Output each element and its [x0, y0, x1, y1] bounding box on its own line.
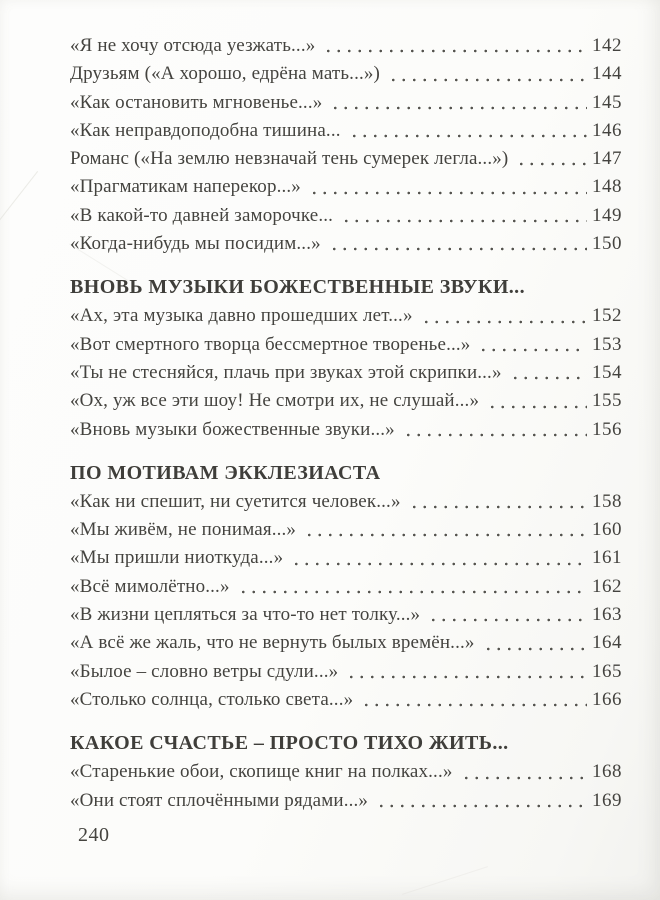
entry-title: «Мы пришли ниоткуда...»	[70, 547, 284, 569]
toc-entry	[70, 601, 622, 629]
dot-leader	[306, 173, 587, 201]
dot-leader	[418, 302, 587, 330]
entry-page-number: 146	[592, 119, 622, 141]
entry-title: «Прагматикам наперекор...»	[70, 176, 301, 198]
toc-entry	[70, 573, 622, 601]
dot-leader	[480, 629, 587, 657]
toc-entry	[70, 544, 622, 572]
entry-title: Друзьям («А хорошо, едрёна мать...»)	[70, 63, 381, 85]
entry-page-number: 169	[592, 789, 622, 811]
dot-leader	[343, 658, 587, 686]
dot-leader	[301, 516, 587, 544]
entry-title: «Ах, эта музыка давно прошедших лет...»	[70, 305, 413, 327]
entry-page-number: 152	[592, 305, 622, 327]
entry-page-number: 148	[592, 176, 622, 198]
dot-leader	[513, 145, 587, 173]
entry-page-number: 145	[592, 91, 622, 113]
entry-title: «Как остановить мгновенье...»	[70, 91, 323, 113]
toc-entry	[70, 488, 622, 516]
scan-crease	[0, 171, 38, 222]
dot-leader	[346, 117, 587, 145]
section-header: КАКОЕ СЧАСТЬЕ – ПРОСТО ТИХО ЖИТЬ...	[70, 732, 509, 755]
dot-leader	[326, 230, 587, 258]
entry-title: Романс («На землю невзначай тень сумерек легла...»)	[70, 148, 509, 170]
entry-title: «Былое – словно ветры сдули...»	[70, 660, 339, 682]
toc-section	[70, 272, 622, 443]
entry-page-number: 166	[592, 688, 622, 710]
toc-entry	[70, 89, 622, 117]
dot-leader	[425, 601, 587, 629]
toc-section	[70, 458, 622, 714]
toc-entry	[70, 787, 622, 815]
toc-entry	[70, 359, 622, 387]
entry-page-number: 144	[592, 63, 622, 85]
entry-title: «В жизни цепляться за что-то нет толку...»	[70, 604, 421, 626]
entry-title: «Старенькие обои, скопище книг на полках...»	[70, 761, 453, 783]
section-header: ПО МОТИВАМ ЭККЛЕЗИАСТА	[70, 461, 381, 484]
entry-page-number: 150	[592, 233, 622, 255]
toc-entry	[70, 145, 622, 173]
toc-entry	[70, 117, 622, 145]
toc-entry	[70, 416, 622, 444]
entry-page-number: 155	[592, 390, 622, 412]
dot-leader	[338, 202, 587, 230]
entry-page-number: 158	[592, 490, 622, 512]
entry-page-number: 161	[592, 547, 622, 569]
dot-leader	[373, 787, 587, 815]
entry-page-number: 156	[592, 418, 622, 440]
entry-page-number: 153	[592, 333, 622, 355]
toc-entry	[70, 302, 622, 330]
toc-entry	[70, 173, 622, 201]
table-of-contents	[70, 32, 622, 815]
entry-page-number: 160	[592, 519, 622, 541]
entry-page-number: 154	[592, 361, 622, 383]
scan-crease	[402, 866, 488, 895]
toc-entry	[70, 331, 622, 359]
toc-entry	[70, 516, 622, 544]
entry-page-number: 149	[592, 204, 622, 226]
dot-leader	[484, 387, 587, 415]
entry-title: «Когда-нибудь мы посидим...»	[70, 233, 321, 255]
dot-leader	[320, 32, 587, 60]
dot-leader	[327, 89, 587, 117]
entry-page-number: 164	[592, 632, 622, 654]
entry-title: «Вот смертного творца бессмертное творенье...»	[70, 333, 471, 355]
dot-leader	[458, 758, 587, 786]
entry-page-number: 165	[592, 660, 622, 682]
entry-title: «А всё же жаль, что не вернуть былых времён...»	[70, 632, 475, 654]
entry-title: «Всё мимолётно...»	[70, 575, 230, 597]
entry-title: «В какой-то давней заморочке...	[70, 204, 334, 226]
dot-leader	[288, 544, 587, 572]
entry-title: «Они стоят сплочёнными рядами...»	[70, 789, 369, 811]
toc-entry	[70, 387, 622, 415]
dot-leader	[475, 331, 587, 359]
page-number: 240	[78, 824, 110, 846]
dot-leader	[235, 573, 587, 601]
dot-leader	[400, 416, 587, 444]
entry-title: «Ты не стесняйся, плачь при звуках этой скрипки...»	[70, 361, 502, 383]
entry-title: «Ох, уж все эти шоу! Не смотри их, не слушай...»	[70, 390, 480, 412]
toc-entry	[70, 629, 622, 657]
entry-title: «Мы живём, не понимая...»	[70, 519, 297, 541]
entry-title: «Я не хочу отсюда уезжать...»	[70, 35, 316, 56]
dot-leader	[507, 359, 587, 387]
toc-entry	[70, 230, 622, 258]
entry-title: «Столько солнца, столько света...»	[70, 688, 354, 710]
entry-title: «Как ни спешит, ни суетится человек...»	[70, 490, 401, 512]
toc-entry	[70, 658, 622, 686]
toc-entry	[70, 758, 622, 786]
toc-entry	[70, 32, 622, 60]
dot-leader	[385, 60, 587, 88]
toc-entry	[70, 60, 622, 88]
entry-page-number: 162	[592, 575, 622, 597]
entry-title: «Как неправдоподобна тишина...	[70, 119, 341, 141]
dot-leader	[358, 686, 587, 714]
entry-page-number: 147	[592, 148, 622, 170]
entry-page-number: 168	[592, 761, 622, 783]
section-header: ВНОВЬ МУЗЫКИ БОЖЕСТВЕННЫЕ ЗВУКИ...	[70, 276, 525, 299]
dot-leader	[406, 488, 587, 516]
entry-page-number: 163	[592, 604, 622, 626]
toc-section	[70, 728, 622, 815]
entry-title: «Вновь музыки божественные звуки...»	[70, 418, 395, 440]
entry-page-number: 142	[592, 35, 622, 56]
toc-entry	[70, 202, 622, 230]
toc-entry	[70, 686, 622, 714]
toc-section	[70, 32, 622, 258]
